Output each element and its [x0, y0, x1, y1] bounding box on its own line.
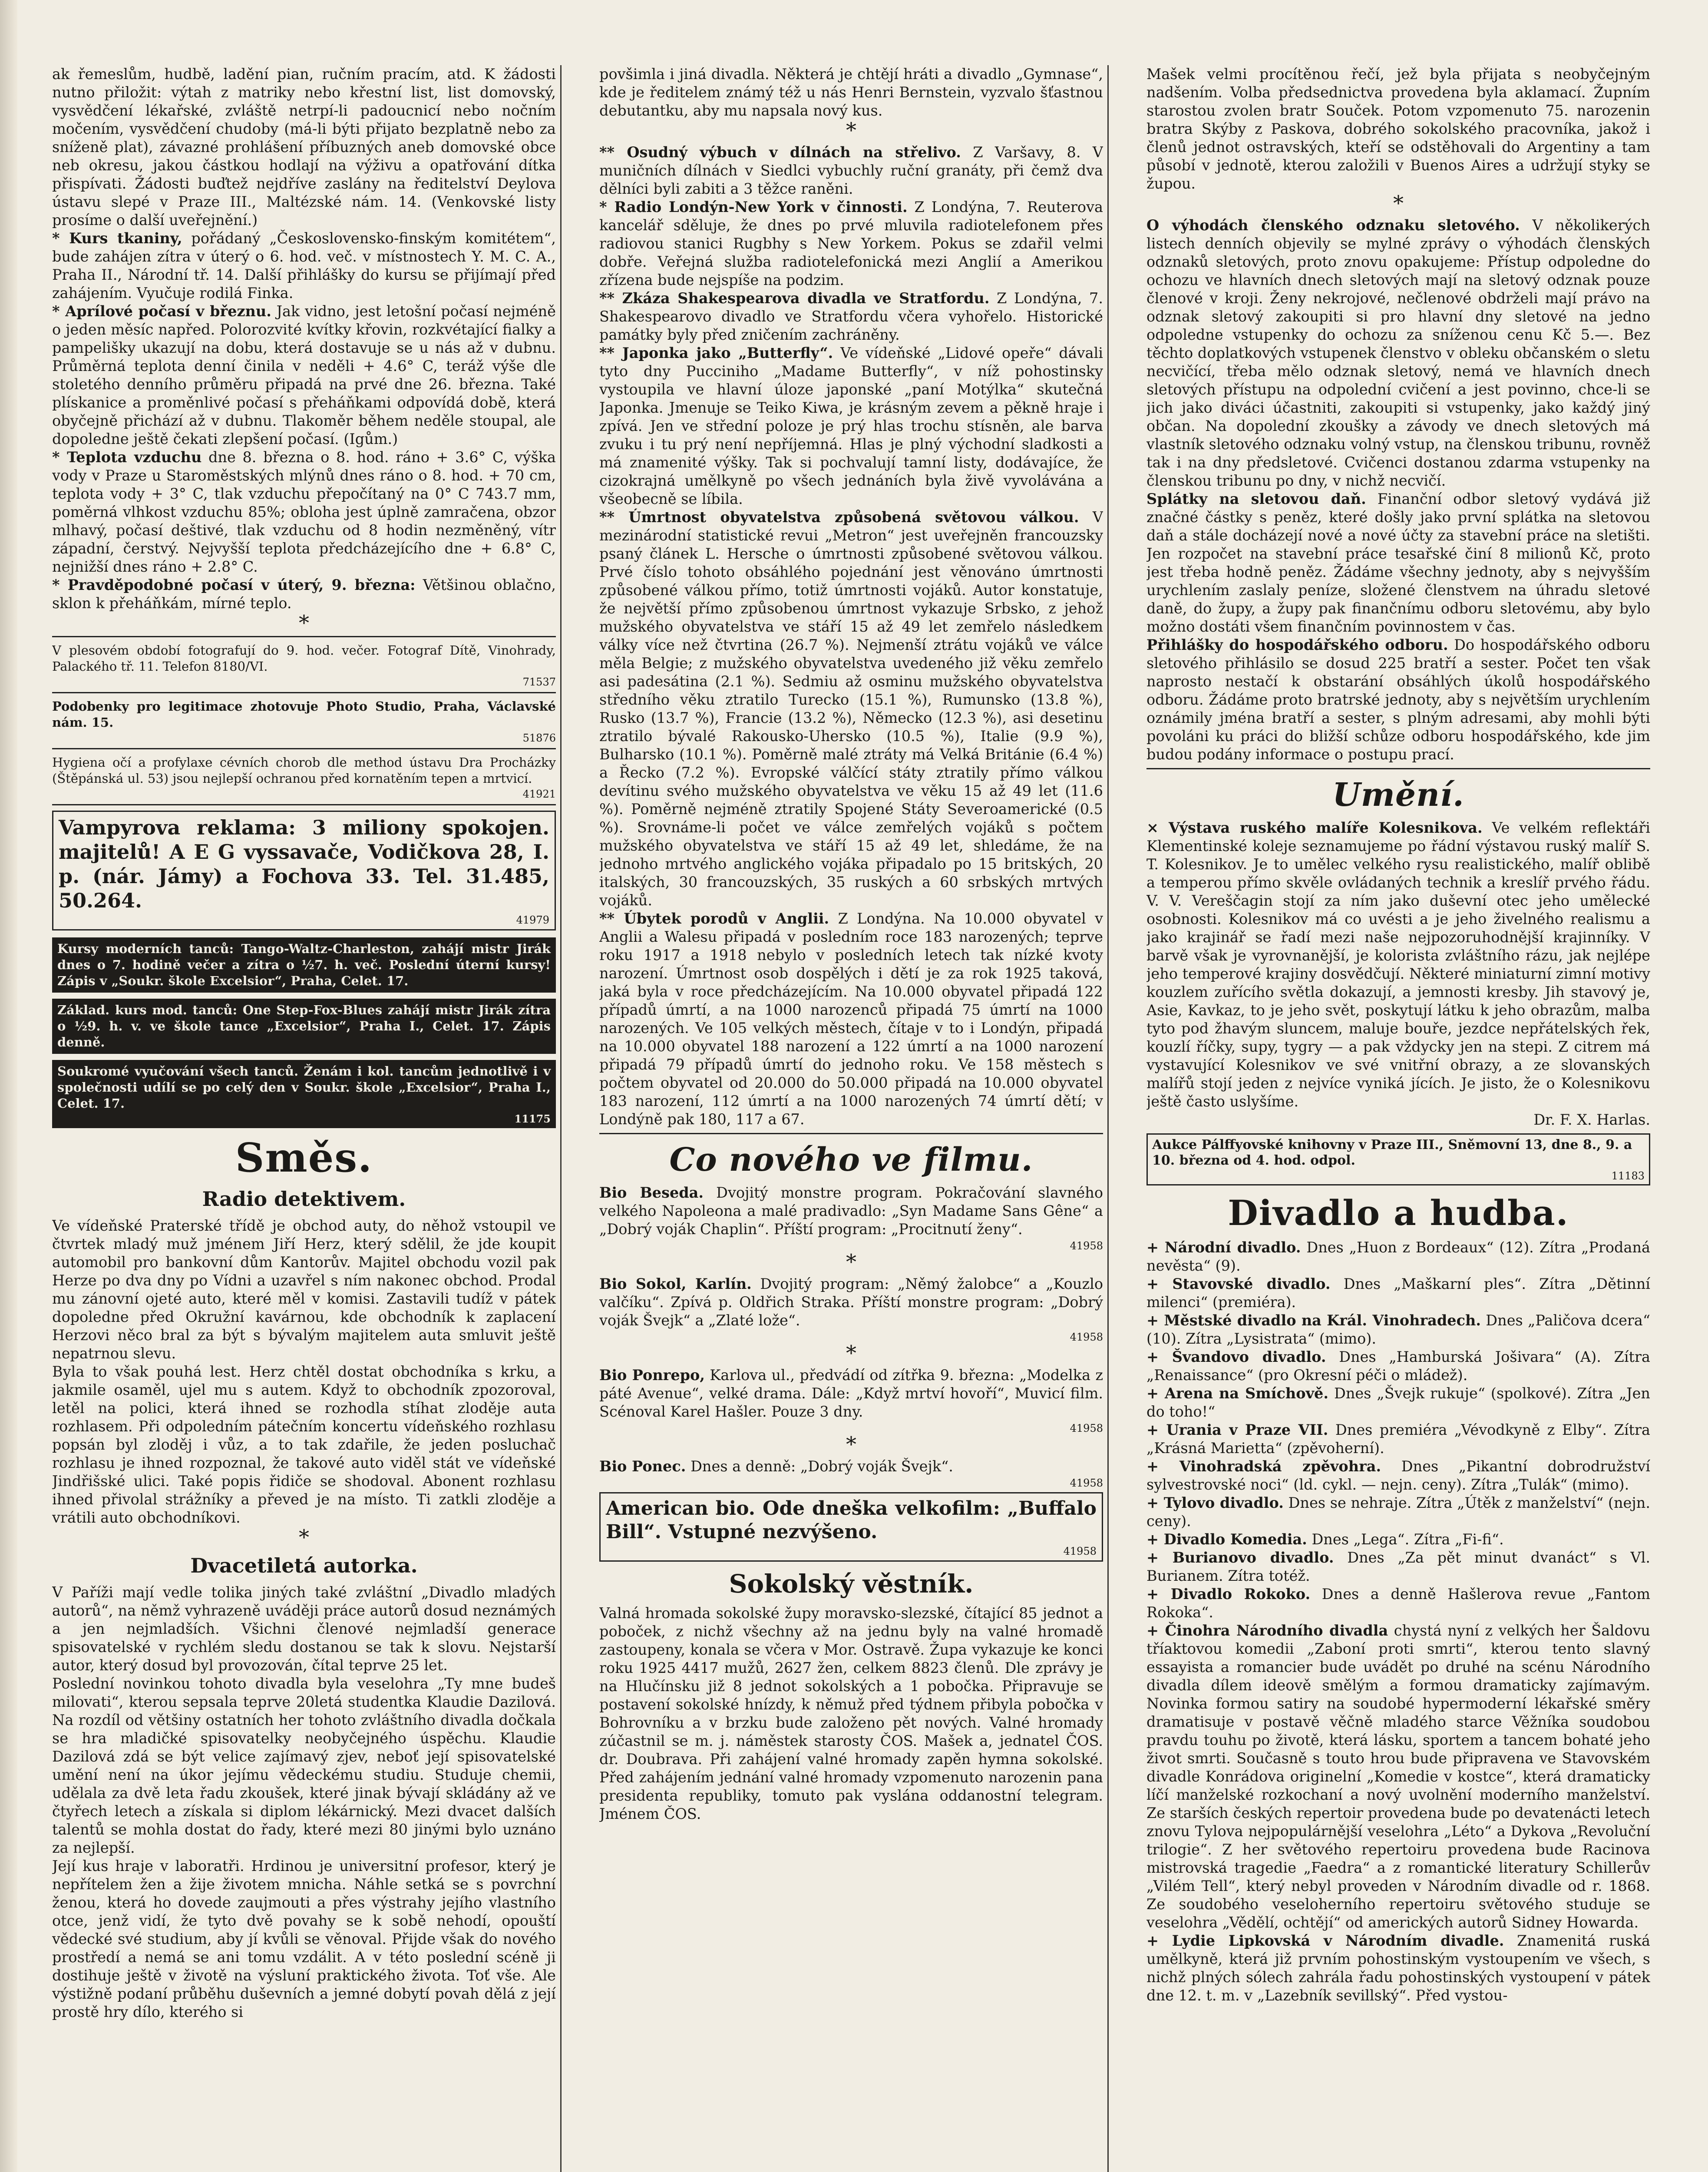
- left-news-items: [52, 65, 556, 613]
- news-item-text: Dnes a denně: „Dobrý voják Švejk“.: [690, 1458, 953, 1475]
- news-item-text: Dvojitý program: „Němý žalobce“ a „Kouzlo valčíku“. Zpívá p. Oldřich Straka. Příští monstre program: „Dobrý voják Švejk“ a „Zlaté lože“.: [599, 1275, 1103, 1329]
- news-item: [1146, 1311, 1650, 1348]
- ad-portrait-num: 51876: [522, 732, 556, 744]
- article-body: povšimla i jiná divadla. Některá je chtějí hráti a divadlo „Gymnase“, kde je ředitelem známý též u nás Henri Bernstein, vyzvalo šťastnou debutantku, aby mu napsala nový kus.: [599, 66, 1103, 119]
- news-item: [599, 1184, 1103, 1252]
- news-item-text: V mezinárodní statistické revui „Metron“ jest uveřejněn francouzsky psaný článek L. Hersche o úmrtnosti způsobené světovou válkou. Prvé číslo tohoto obsáhlého pojednání jest věnováno úmrtnosti způsobené válkou přímo, totiž úmrtnosti vojáků. Autor konstatuje, že největší přímo způsobenou úmrtnost vykazuje Srbsko, z jehož mužského obyvatelstva ve stáří 15 až 49 let zemřelo následkem války více než čtvrtina (26.7 %). Nejmenší ztrátu vojáků ve válce měla Belgie; z mužského obyvatelstva uvedeného již věku zemřelo asi padesátina (2.1 %). Sedmiu až osminu mužského obyvatelstva středního věku ztratilo Turecko (15.1 %), Rumunsko (13.8 %), Rusko (13.7 %), Francie (13.2 %), Německo (12.3 %), asi desetinu ztratilo bývalé Rakousko-Uhersko (10.5 %), Italie (9.9 %), Bulharsko (10.1 %). Poměrně malé ztráty má Velká Británie (6.4 %) a Řecko (7.2 %). Evropské válčící státy ztratily přímo válkou devítinu svého mužského obyvatelstva ve věku 15 až 49 let (11.6 %). Poměrně nejméně ztratily Spojené Státy Severoamerické (0.5 %). Srovnáme-li počet ve válce zemřelých vojáků s počtem mužského obyvatelstva ve stáří 15 až 49 let, shledáme, že na jednoho mrtvého anglického vojáka připadalo po 15 britských, 20 italských, 30 francouzských, 35 ruských a 60 srbských mrtvých vojáků.: [599, 509, 1103, 909]
- news-item: [1146, 819, 1650, 1129]
- news-item-lead: Bio Beseda.: [599, 1184, 704, 1201]
- news-item-lead: + Tylovo divadlo.: [1146, 1494, 1284, 1511]
- news-item-text: Dnes „Paličova dcera“ (10). Zítra „Lysistrata“ (mimo).: [1146, 1312, 1650, 1347]
- news-item: [1146, 1348, 1650, 1384]
- news-item-lead: ** Úmrtnost obyvatelstva způsobená světovou válkou.: [599, 509, 1079, 526]
- news-item: [1146, 1384, 1650, 1421]
- news-item-lead: × Výstava ruského malíře Kolesnikova.: [1146, 819, 1483, 836]
- separator-star: *: [1393, 191, 1404, 215]
- ad-soukrome: [52, 1060, 556, 1128]
- news-item-text: dne 8. března o 8. hod. ráno + 3.6° C, výška vody v Praze u Staroměstských mlýnů dnes ráno o 8. hod. + 70 cm, teplota vody + 3° C, tlak vzduchu přepočítaný na 0° C 743.7 mm, poměrná vlhkost vzduchu 85%; obloha jest úplně zamračena, obzor mlhavý, počasí deštivé, tlak vzduchu od 8 hodin nezměněný, vítr západní, čerstvý. Nejvyšší teplota předcházejícího dne + 6.8° C, nejnižší dnes ráno + 2.8° C.: [52, 449, 556, 575]
- article-body: Její kus hraje v laboratři. Hrdinou je universitní profesor, který je nepřítelem žen a žije životem mnicha. Náhle setká se s povrchní ženou, která ho dovede zaujmouti a přes výstrahy jejího vlastního otce, jenž vidí, že tyto dvě povahy se k sobě nehodí, opouští vědecké své studium, aby jí kvůli se věnoval. Přijde však do nového prostředí a nemá se ani tomu vzdálit. A v této poslední scéně ji dostihuje ještě v životě na výsluní praktického života. Toť vše. Ale výstižně podaní průběhu duševních a jemné dobytí povah dělá z její prostě hry dílo, kterého si: [52, 1857, 556, 2020]
- right-news-items: [1146, 216, 1650, 764]
- news-item-text: Dnes se nehraje. Zítra „Útěk z manželství“ (nejn. ceny).: [1146, 1494, 1650, 1530]
- news-item-text: ak řemeslům, hudbě, ladění pian, ručním pracím, atd. K žádosti nutno přiložit: výtah z matriky nebo křestní list, list domovský, vysvědčení lékařské, zvláště netrpí-li padoucnicí nebo nočním močením, vysvědčení chudoby (má-li býti přijato bezplatně nebo za sníženě plat), závazné prohlášení příbuzných aneb domovské obce neb okresu, jakou částkou hodlají na výživu a opatřování dítka přispívati. Žádosti buďtež nejdříve zaslány na ředitelství Deylova ústavu slepé v Praze III., Maltézské nám. 14. (Venkovské listy prosíme o další uveřejnění.): [52, 66, 556, 228]
- ad-number: 41958: [1070, 1240, 1103, 1252]
- news-item: [52, 576, 556, 613]
- news-item: [1146, 1457, 1650, 1494]
- ad-american-num: 41958: [1063, 1545, 1097, 1557]
- news-item-lead: Přihlášky do hospodářského odboru.: [1146, 636, 1448, 653]
- news-item: [599, 508, 1103, 910]
- news-item-lead: + Divadlo Rokoko.: [1146, 1586, 1311, 1603]
- article-body: Poslední novinkou tohoto divadla byla veselohra „Ty mne budeš milovati“, kterou sepsala teprve 20letá studentka Klaudie Dazilová. Na rozdíl od většiny ostatních her tohoto zvláštního divadla dočkala se hra mladičké spisovatelky neobyčejného úspěchu. Klaudie Dazilová zdá se být velice zajímavý zjev, neboť její spisovatelské umění není na úkor jejímu vědeckému studiu. Studuje chemii, udělala za dvě leta řadu zkoušek, které jinak bývají skládány až ve čtyřech letech a získala si diplom lékárnický. Mezi dvacet dalších talentů se mohla dostat do řady, které mezi 80 jinými bylo uznáno za nejlepší.: [52, 1675, 556, 1856]
- news-item-text: Dnes „Hamburská Jošivara“ (A). Zítra „Renaissance“ (pro Okresní péči o mládež).: [1146, 1348, 1650, 1384]
- news-item-text: Z Londýna. Na 10.000 obyvatel v Anglii a Walesu připadá v posledním roce 183 narozených; teprve roku 1917 a 1918 nebylo v posledních letech tak nízké kvoty narození. Úmrtnost osob dospělých i dětí je za rok 1925 taková, jaká byla v roce předcházejícím. Na 10.000 obyvatel připadá 122 případů úmrtí, a na 1000 narozenců připadá 75 úmrtí na 1000 narozených. Ve 105 velkých městech, čítaje v to i Londýn, připadá na 10.000 obyvatel 188 narození a 122 úmrtí a na 1000 narození připadá 79 případů úmrtí do jednoho roku. Ve 158 městech s počtem obyvatel od 20.000 do 50.000 připadá na 10.000 obyvatel 183 narození, 112 úmrtí a na 1000 narozených 74 úmrtí dětí; v Londýně pak 180, 117 a 67.: [599, 910, 1103, 1128]
- column-rule: [1107, 65, 1109, 2172]
- news-item-lead: Bio Sokol, Karlín.: [599, 1275, 752, 1292]
- column-right: [1146, 65, 1650, 2172]
- news-item-text: Dnes premiéra „Vévodkyně z Elby“. Zítra „Krásná Marietta“ (zpěvoherní).: [1146, 1421, 1650, 1457]
- news-item-text: Z Londýna, 7. Reuterova kancelář sděluje, že dnes po prvé mluvila radiotelefonem přes radiovou stanici Rugbhy s New Yorkem. Pokus se zdařil velmi dobře. Veřejná služba radiotelefonická mezi Anglií a Amerikou zřízena bude nejspíše na podzim.: [599, 199, 1103, 288]
- news-item-text: Dnes a denně Hašlerova revue „Fantom Rokoka“.: [1146, 1586, 1650, 1621]
- article-body: V Paříži mají vedle tolika jiných také zvláštní „Divadlo mladých autorů“, na němž vyhrazeně uváději práce autorů dosud neznámých a jen nejmladších. Všichni členové nejmladší generace spisovatelské v rychlém sledu dostanou se tak k slovu. Nejstarší autor, který dosud byl provozován, čítal teprve 25 let.: [52, 1584, 556, 1674]
- news-item: [1146, 1494, 1650, 1530]
- news-item-lead: ** Zkáza Shakespearova divadla ve Stratfordu.: [599, 290, 990, 307]
- ad-soukrome-num: 11175: [514, 1112, 551, 1125]
- news-item: [1146, 1275, 1650, 1311]
- news-item-lead: + Stavovské divadlo.: [1146, 1275, 1331, 1292]
- ad-zaklad: Základ. kurs mod. tanců: One Step-Fox-Blues zahájí mistr Jirák zítra o ½9. h. v. ve škole tance „Excelsior“, Praha I., Celet. 17. Zápis denně.: [52, 999, 556, 1054]
- section-heading-sokol: Sokolský věstník.: [729, 1569, 974, 1599]
- ad-american-text: American bio. Ode dneška velkofilm: „Buffalo Bill“. Vstupné nezvýšeno.: [606, 1497, 1097, 1543]
- article-body: Valná hromada sokolské župy moravsko-slezské, čítající 85 jednot a poboček, z nichž všechny až na jednu byly na valné hromadě zastoupeny, konala se včera v Mor. Ostravě. Župa vykazuje ke konci roku 1925 4417 mužů, 2627 žen, celkem 8823 členů. Dle zprávy je na Hlučínsku již 8 jednot sokolských a 1 pobočka. Připravuje se postavení sokolské hnízdy, k němuž před týdnem přibyla pobočka v Bohrovníku a v brzku bude založeno pět nových. Valné hromady zúčastnil se m. j. náměstek starosty ČOS. Mašek a, jednatel ČOS. dr. Doubrava. Při zahájení valné hromady zapěn hymna sokolské. Před zahájením jednání valné hromady vzpomenuto narozenin pana presidenta republiky, tomuto pak vyslána oddanostní telegram. Jménem ČOS.: [599, 1605, 1103, 1822]
- news-item-lead: * Teplota vzduchu: [52, 449, 202, 466]
- news-item-text: Dnes „Švejk rukuje“ (spolkové). Zítra „Jen do toho!“: [1146, 1385, 1650, 1420]
- film-items: [599, 1184, 1103, 1489]
- news-item: [1146, 1238, 1650, 1275]
- news-item-text: Karlova ul., předvádí od zítřka 9. března: „Modelka z páté Avenue“, velké drama. Dále: „Když mrtví hovoří“, Muvicí film. Scénoval Karel Hašler. Pouze 3 dny.: [599, 1367, 1103, 1420]
- news-item: [1146, 216, 1650, 490]
- ad-hygiena: [52, 755, 556, 800]
- news-item-lead: + Arena na Smíchově.: [1146, 1385, 1329, 1402]
- news-item-text: Dnes „Maškarní ples“. Zítra „Dětinní milenci“ (premiéra).: [1146, 1275, 1650, 1311]
- news-item-text: V několikerých listech denních objevily se mylné zprávy o výhodách členských odznaků sletových, proto znovu opakujeme: Přístup odpoledne do ochozu ve hlavních dnech sletových mají na sletový odznak pouze členové v kroji. Ženy nekrojové, nečlenové obdrželi mají právo na odznak sletový zakoupiti si pro hlavní dny sletové na jedno odpoledne vstupenky do ochozu za sníženou cenu Kč 5.—. Bez těchto doplatkových vstupenek členstvo v obleku občanském o sletu necvičící, třeba mělo odznak sletový, nemá ve hlavních dnech sletových přístupu na odpolední cvičení a jest povinno, chce-li se jich jako diváci účastniti, zakoupiti si vstupenky, jako každý jiný občan. Na dopolední zkoušky a závody ve dnech sletových má vlastník sletového odznaku volný vstup, na členskou tribunu, rovněž tak i na dny předsletové. Cvičenci dostanou zdarma vstupenky na členskou tribunu po dny, v nichž necvičí.: [1146, 217, 1650, 489]
- separator-star: *: [846, 1432, 856, 1457]
- news-item: [1146, 1530, 1650, 1549]
- article-body: Byla to však pouhá lest. Herz chtěl dostat obchodníka s krku, a jakmile osaměl, ujel mu s autem. Když to obchodník zpozoroval, letěl na polici, která ihned se rozhodla stíhat zloděje auta rozhlasem. Při odpoledním pátečním koncertu vídeňského rozhlasu popsán byl zloděj i vůz, a to tak zdařile, že jeden posluchač rozhlasu je ihned rozpoznal, že takové auto viděl stát ve vídeňské Jindřišské ulici. Také popis řidiče se shodoval. Abonent rozhlasu ihned přivolal strážníky a převed je na místo. Ti zatkli zloděje a vrátili auto obchodníkovi.: [52, 1363, 556, 1526]
- news-item: [599, 1275, 1103, 1343]
- news-item-text: Do hospodářského odboru sletového přihlásilo se dosud 225 bratří a sester. Počet ten však naprosto nestačí k obstarání obsáhlých úkolů hospodářského odboru. Žádáme proto bratrské jednoty, aby s největším urychlením oznámily jména bratří a sester, s plným adresami, aby mohli býti povoláni ku práci do bližší schůze odboru hospodářského, kde jim budou podány informace o postupu prací.: [1146, 636, 1650, 763]
- news-item-lead: + Národní divadlo.: [1146, 1239, 1301, 1256]
- news-item: [52, 65, 556, 229]
- news-item-text: Z Londýna, 7. Shakespearovo divadlo ve Stratfordu včera vyhořelo. Historické památky byly před zničením zachráněny.: [599, 290, 1103, 343]
- news-item: [599, 143, 1103, 198]
- news-item: [599, 198, 1103, 289]
- article-heading-radio: Radio detektivem.: [202, 1187, 406, 1211]
- news-item-text: Znamenitá ruská umělkyně, která již prvním pohostinským vystoupením ve všech, s nichž plných sólech zahrála řadu pohostinských vystoupení v pátek dne 12. t. m. v „Lazebník sevillský“. Před vystou-: [1146, 1932, 1650, 2004]
- ad-photo: [52, 642, 556, 688]
- news-item-lead: * Radio Londýn-New York v činnosti.: [599, 199, 908, 215]
- divider: [52, 804, 556, 805]
- ad-photo-text: V plesovém období fotografují do 9. hod. večer. Fotograf Dítě, Vinohrady, Palackého tř. 11. Telefon 8180/VI.: [52, 643, 556, 674]
- section-heading-divadlo: Divadlo a hudba.: [1228, 1192, 1569, 1233]
- news-item: [1146, 1932, 1650, 2005]
- divadlo-items: [1146, 1238, 1650, 2005]
- column-rule: [560, 65, 562, 2172]
- ad-soukrome-text: Soukromé vyučování všech tanců. Ženám i kol. tancům jednotlivě i v společnosti udílí se po celý den v Soukr. škole „Excelsior“, Praha I., Celet. 17.: [57, 1064, 551, 1111]
- news-item: [599, 1457, 1103, 1489]
- divider: [599, 1133, 1103, 1134]
- news-item-text: Dvojitý monstre program. Pokračování slavného velkého Napoleona a malé pradivadlo: „Syn Madame Sans Gêne“ a „Dobrý voják Chaplin“. Příští program: „Procitnutí ženy“.: [599, 1184, 1103, 1238]
- news-item-text: Dnes „Pikantní dobrodružství sylvestrovské noci“ (ld. cykl. — nejn. ceny). Zítra „Tulák“ (mimo).: [1146, 1458, 1650, 1493]
- news-item: [599, 344, 1103, 508]
- separator-star: *: [299, 611, 309, 635]
- author-signature: Dr. F. X. Harlas.: [1533, 1111, 1650, 1128]
- news-item: [1146, 1585, 1650, 1622]
- ad-portrait: [52, 699, 556, 744]
- umeni-items: [1146, 819, 1650, 1129]
- news-item: [52, 302, 556, 448]
- divider: [52, 636, 556, 637]
- news-item-lead: + Činohra Národního divadla: [1146, 1622, 1388, 1639]
- ad-number: 41958: [1070, 1477, 1103, 1489]
- news-item-text: Jak vidno, jest letošní počasí nejméně o jeden měsíc napřed. Polorozvité kvítky křovin, rozkvétající fialky a pampelišky ukazují na dobu, která dostavuje se u nás až v dubnu. Průměrná teplota denní činila v neděli + 4.6° C, teráž výše dle stoletého denního průměru připadá na prvé dne 26. března. Také plískanice a proměnlivé počasí s přeháňkami odpovídá době, která obyčejně přichází až v dubnu. Tlakoměr během neděle stoupal, ale dopoledne ještě čekati zlepšení počasí. (Igům.): [52, 303, 556, 447]
- ad-american-bio: [599, 1492, 1103, 1562]
- news-item: [599, 289, 1103, 344]
- news-item-lead: * Pravděpodobné počasí v úterý, 9. března:: [52, 576, 416, 593]
- ad-aukce-text: Aukce Pálffyovské knihovny v Praze III., Sněmovní 13, dne 8., 9. a 10. března od 4. hod. odpol.: [1152, 1137, 1632, 1168]
- ad-kursy: Kursy moderních tanců: Tango-Waltz-Charleston, zahájí mistr Jirák dnes o 7. hodině večer a zítra o ½7. h. več. Poslední úterní kursy! Zápis v „Soukr. škole Excelsior“, Praha, Celet. 17.: [52, 937, 556, 993]
- ad-hygiena-text: Hygiena očí a profylaxe cévních chorob dle method ústavu Dra Procházky (Štěpánská ul. 53) jsou nejlepší ochranou před kornatěním tepen a mrtvicí.: [52, 755, 556, 786]
- news-item-text: Ve vídeňské „Lidové opeře“ dávali tyto dny Pucciniho „Madame Butterfly“, v níž pohostinsky vystoupila ve hlavní úloze japonské „paní Motýlka“ skutečná Japonka. Jmenuje se Teiko Kiwa, je krásným zevem a pěkně hraje i zpívá. Jen ve střední poloze je prý hlas trochu stísněn, ale barva zvuku i tu prý není nepříjemná. Hlas je plný východní sladkosti a má znamenité výšky. Tak si pochvalují tamní listy, dodávajíce, že cizokrajná umělkyně po všech jednáních byla živě vyvolávána a všeobecně se líbila.: [599, 344, 1103, 507]
- news-item-lead: ** Úbytek porodů v Anglii.: [599, 910, 829, 927]
- separator-star: *: [846, 1341, 856, 1365]
- ad-vampyrova: [52, 811, 556, 930]
- news-item-lead: Splátky na sletovou daň.: [1146, 490, 1366, 507]
- ad-photo-num: 71537: [522, 676, 556, 688]
- news-item-lead: + Švandovo divadlo.: [1146, 1348, 1326, 1365]
- news-item-lead: + Urania v Praze VII.: [1146, 1421, 1328, 1438]
- news-item: [1146, 1549, 1650, 1585]
- news-item-lead: * Kurs tkaniny,: [52, 230, 182, 247]
- separator-star: *: [846, 1250, 856, 1274]
- news-item: [1146, 1622, 1650, 1932]
- section-heading-film: Co nového ve filmu.: [669, 1141, 1033, 1179]
- news-item: [1146, 490, 1650, 636]
- news-item-lead: ** Osudný výbuch v dílnách na střelivo.: [599, 144, 961, 161]
- middle-news-items: [599, 143, 1103, 1129]
- news-item-lead: Bio Ponrepo,: [599, 1367, 705, 1384]
- news-item: [52, 229, 556, 302]
- news-item-text: Dnes „Za pět minut dvanáct“ s Vl. Burianem. Zítra totéž.: [1146, 1549, 1650, 1584]
- news-item-text: Většinou oblačno, sklon k přeháňkám, mírné teplo.: [52, 576, 556, 612]
- news-item-lead: * Aprílové počasí v březnu.: [52, 303, 271, 320]
- news-item-lead: + Vinohradská zpěvohra.: [1146, 1458, 1381, 1475]
- divider: [52, 692, 556, 693]
- news-item-lead: + Městské divadlo na Král. Vinohradech.: [1146, 1312, 1481, 1329]
- news-item-lead: Bio Ponec.: [599, 1458, 686, 1475]
- news-item-text: Ve velkém reflektáři Klementinské koleje seznamujeme po řádní výstavou ruský malíř S. T. Kolesnikov. Je to umělec velkého rysu realistického, malíř oblibě a temperou přímo skvěle ovládaných technik a kreslíř prvého řádu. V. V. Vereščagin stojí za ním jako duševní otec jeho umělecké osobnosti. Kolesnikov má co uvésti a je jeho živelného realismu a jako krajinář se řadí mezi naše nejpozoruhodnější krajinníky. V barvě však je vyrovnanější, je kolorista zvláštního rázu, jak nejlépe jeho temperové krajiny dosvědčují. Některé miniaturní zimní motivy kouzlem zuřícího světla dokazují, a jemnosti kresby. Jih stavový je, Asie, Kavkaz, to je jeho svět, poskytují látku k jeho obrazům, malba tyto pod žhavým sluncem, maluje bouře, jezdce nepřátelských řek, kouzlí říčky, supy, tygry — a pak vždycky jen na stepi. Z citrem má vystavující Kolesnikov ve své vnitřní obrazy, a ze slovanských malířů stojí jeden z nejvíce vyniká jících. Je jisto, že o Kolesnikovu ještě často uslyšíme.: [1146, 819, 1650, 1110]
- divider: [1146, 768, 1650, 769]
- column-middle: [599, 65, 1103, 2172]
- ad-aukce-num: 11183: [1611, 1170, 1645, 1182]
- news-item-text: pořádaný „Československo-finským komitétem“, bude zahájen zítra v úterý o 6. hod. več. v místnostech Y. M. C. A., Praha II., Národní tř. 14. Další přihlášky do kursu se přijímají před zahájením. Vyučuje rodilá Finka.: [52, 230, 556, 301]
- news-item: [599, 1366, 1103, 1434]
- news-item-lead: + Burianovo divadlo.: [1146, 1549, 1334, 1566]
- news-item-lead: ** Japonka jako „Butterfly“.: [599, 344, 833, 361]
- ad-portrait-text: Podobenky pro legitimace zhotovuje Photo Studio, Praha, Václavské nám. 15.: [52, 699, 556, 730]
- news-item-text: Finanční odbor sletový vydává již značné částky s peněz, které došly jako první splátka na sletovou daň a stále docházejí nové a nové účty za stavební práce na sletišti. Jen rozpočet na stavební práce tesařské činí 8 milionů Kč, proto jest třeba hodně peněz. Žádáme všechny jednoty, aby s nejvyšším urychlením zaslaly peníze, složené členstvem na úhradu sletové daně, do župy, a župy pak finančnímu odboru sletovému, aby bylo možno dostáti všem finančním povinnostem v čas.: [1146, 490, 1650, 635]
- news-item: [1146, 636, 1650, 764]
- article-body: Ve vídeňské Praterské třídě je obchod auty, do něhož vstoupil ve čtvrtek mladý muž jménem Jiří Herz, který sdělil, že jde koupit automobil pro bankovní dům Kantorův. Majitel obchodu vozil pak Herze po dva dny po Vídni a uzavřel s ním nakonec obchod. Prodal mu zánovní ojeté auto, které měl v komisi. Zastavili tudíž v pátek dopoledne před Okružní kavárnou, kde obchodník k zaplacení Herzovi něco bral za být s bývalým majitelem auta smluvit ještě nepatrnou slevu.: [52, 1217, 556, 1362]
- separator-star: *: [299, 1525, 309, 1550]
- article-body: Mašek velmi procítěnou řečí, jež byla přijata s neobyčejným nadšením. Volba předsednictva provedena byla aklamací. Župním starostou zvolen bratr Souček. Potom vzpomenuto 75. narozenin bratra Skýby z Paskova, dobrého sokolského pracovníka, jakož i členů jednot ostravských, kteří se odstěhovali do Argentiny a tam působí v jednotě, kterou založili v Buenos Aires a udržují styky se župou.: [1146, 66, 1650, 192]
- binding-gutter: [0, 0, 17, 2172]
- ad-aukce: [1146, 1133, 1650, 1185]
- news-item: [52, 448, 556, 576]
- news-item-text: Z Varšavy, 8. V muničních dílnách v Siedlci vybuchly ruční granáty, při čemž dva dělníci byli zabiti a 3 těžce raněni.: [599, 144, 1103, 197]
- news-item: [1146, 1421, 1650, 1457]
- news-item-text: chystá nyní z velkých her Šaldovu tříaktovou komedii „Zaboní proti smrti“, kterou tento slavný essayista a romancier bude uvádět po druhé na scénu Národního divadla dílem ideově smělým a formou dramaticky zajímavým. Novinka formou satiry na soudobé hypermoderní lékařské směry dramatisuje v postavě věčně mladého starce Věžníka soudobou pravdu touhu po životě, která lásku, sportem a tancem bohaté jeho život smrti. Současně s touto hrou bude připravena ve Stavovském divadle Konrádova originelní „Komedie v kostce“, která dramaticky líčí manželské rozkochaní a nový uvolnění moderního manželství. Ze starších českých repertoir provedena bude po devatenácti letech znovu Tylova nejpopulárnější veselohra „Léto“ a Dykova „Revoluční trilogie“. Z her světového repertoiru provedena bude Racinova mistrovská tragedie „Faedra“ a z romantické literatury Schillerův „Vilém Tell“, který nebyl proveden v Národním divadle od r. 1868. Ze soudobého veseloherního repertoiru světového studuje se veselohra „Vědělí, ochtějí“ od amerických autorů Sidney Howarda.: [1146, 1622, 1650, 1931]
- ad-vampyrova-num: 41979: [516, 914, 549, 926]
- ad-hygiena-num: 41921: [522, 788, 556, 800]
- section-heading-smes: Směs.: [235, 1134, 373, 1181]
- news-item-lead: + Lydie Lipkovská v Národním divadle.: [1146, 1932, 1504, 1949]
- column-left: [52, 65, 556, 2172]
- divider: [52, 748, 556, 749]
- section-heading-umeni: Umění.: [1332, 776, 1464, 814]
- ad-vampyrova-text: Vampyrova reklama: 3 miliony spokojen. majitelů! A E G vyssavače, Vodičkova 28, I. p. (nár. Jámy) a Fochova 33. Tel. 31.485, 50.264.: [59, 816, 549, 912]
- news-item: [599, 910, 1103, 1129]
- news-item-text: Dnes „Huon z Bordeaux“ (12). Zítra „Prodaná nevěsta“ (9).: [1146, 1239, 1650, 1274]
- news-item-lead: + Divadlo Komedia.: [1146, 1531, 1307, 1548]
- news-item-lead: O výhodách členského odznaku sletového.: [1146, 217, 1520, 234]
- news-item-text: Dnes „Lega“. Zítra „Fi-fi“.: [1312, 1531, 1504, 1548]
- article-heading-autorka: Dvacetiletá autorka.: [190, 1554, 418, 1577]
- ad-number: 41958: [1070, 1331, 1103, 1343]
- separator-star: *: [846, 118, 856, 142]
- ad-number: 41958: [1070, 1422, 1103, 1434]
- columns: [52, 65, 1678, 2172]
